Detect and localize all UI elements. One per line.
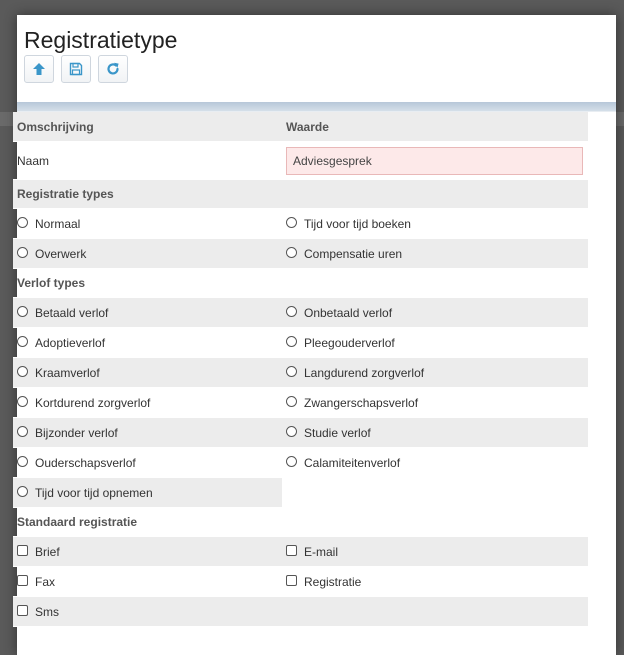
radio-option-pleegouderverlof[interactable] [286, 336, 395, 350]
naam-cell [282, 142, 588, 179]
option-row [13, 209, 588, 239]
option-label: Tijd voor tijd opnemen [35, 485, 153, 500]
option-row [13, 478, 588, 508]
option-label: Kraamverlof [35, 365, 100, 380]
radio-button[interactable] [17, 426, 28, 437]
option-label: Normaal [35, 216, 81, 231]
checkbox[interactable] [17, 545, 28, 556]
radio-option-onbetaald-verlof[interactable] [286, 306, 392, 320]
section-standaard-registratie: Standaard registratie [13, 508, 588, 537]
column-header-omschrijving: Omschrijving [17, 119, 94, 134]
radio-button[interactable] [17, 456, 28, 467]
naam-label: Naam [17, 153, 50, 168]
option-label: Overwerk [35, 246, 87, 261]
option-row [13, 597, 588, 627]
option-label: Fax [35, 574, 56, 589]
checkbox[interactable] [286, 545, 297, 556]
option-row [13, 537, 588, 567]
checkbox[interactable] [286, 575, 297, 586]
section-verlof-types: Verlof types [13, 269, 588, 298]
option-label: E-mail [304, 544, 339, 559]
option-label: Ouderschapsverlof [35, 455, 136, 470]
option-label: Bijzonder verlof [35, 425, 118, 440]
refresh-icon [105, 61, 121, 77]
radio-button[interactable] [17, 247, 28, 258]
option-row [13, 358, 588, 388]
option-label: Adoptieverlof [35, 335, 106, 350]
save-icon [68, 61, 84, 77]
option-label: Kortdurend zorgverlof [35, 395, 151, 410]
radio-button[interactable] [286, 217, 297, 228]
radio-button[interactable] [286, 306, 297, 317]
radio-button[interactable] [17, 366, 28, 377]
radio-option-ouderschapsverlof[interactable] [17, 456, 136, 470]
option-label: Zwangerschapsverlof [304, 395, 419, 410]
save-button[interactable] [61, 55, 91, 83]
naam-input[interactable] [286, 147, 583, 175]
radio-button[interactable] [286, 247, 297, 258]
table-header-row [13, 112, 588, 142]
option-label: Calamiteitenverlof [304, 455, 401, 470]
radio-button[interactable] [286, 396, 297, 407]
radio-option-zwangerschapsverlof[interactable] [286, 396, 418, 410]
option-label: Betaald verlof [35, 305, 109, 320]
option-label: Tijd voor tijd boeken [304, 216, 411, 231]
radio-button[interactable] [17, 336, 28, 347]
radio-option-kortdurend-zorgverlof[interactable] [17, 396, 150, 410]
radio-option-overwerk[interactable] [17, 247, 86, 261]
option-label: Compensatie uren [304, 246, 403, 261]
section-registratie-types: Registratie types [13, 180, 588, 209]
radio-option-normaal[interactable] [17, 217, 80, 231]
option-label: Studie verlof [304, 425, 371, 440]
checkbox-option-fax[interactable] [17, 575, 55, 589]
option-label: Pleegouderverlof [304, 335, 395, 350]
radio-option-kraamverlof[interactable] [17, 366, 100, 380]
radio-button[interactable] [17, 396, 28, 407]
option-row [13, 567, 588, 597]
radio-option-langdurend-zorgverlof[interactable] [286, 366, 424, 380]
radio-button[interactable] [17, 306, 28, 317]
radio-option-calamiteitenverlof[interactable] [286, 456, 400, 470]
option-label: Onbetaald verlof [304, 305, 393, 320]
radio-button[interactable] [17, 486, 28, 497]
radio-button[interactable] [17, 217, 28, 228]
dialog-header [17, 15, 616, 102]
radio-button[interactable] [286, 456, 297, 467]
radio-option-adoptieverlof[interactable] [17, 336, 105, 350]
checkbox[interactable] [17, 575, 28, 586]
option-label: Registratie [304, 574, 362, 589]
radio-option-bijzonder-verlof[interactable] [17, 426, 118, 440]
option-row [13, 298, 588, 328]
radio-button[interactable] [286, 336, 297, 347]
arrow-up-icon [31, 61, 47, 77]
empty-cell [282, 597, 588, 626]
checkbox-option-e-mail[interactable] [286, 545, 338, 559]
column-header-waarde: Waarde [286, 119, 329, 134]
empty-cell [282, 478, 588, 507]
option-row [13, 448, 588, 478]
option-row [13, 239, 588, 269]
naam-row [13, 142, 588, 180]
toolbar [24, 55, 128, 83]
header-divider-bar [17, 102, 616, 112]
radio-option-tijd-voor-tijd-opnemen[interactable] [17, 486, 153, 500]
option-label: Brief [35, 544, 60, 559]
checkbox[interactable] [17, 605, 28, 616]
checkbox-option-brief[interactable] [17, 545, 60, 559]
properties-table [13, 112, 588, 627]
checkbox-option-registratie[interactable] [286, 575, 361, 589]
option-label: Langdurend zorgverlof [304, 365, 425, 380]
option-row [13, 418, 588, 448]
option-label: Sms [35, 604, 59, 619]
radio-option-compensatie-uren[interactable] [286, 247, 402, 261]
radio-option-betaald-verlof[interactable] [17, 306, 108, 320]
refresh-button[interactable] [98, 55, 128, 83]
option-row [13, 388, 588, 418]
radio-button[interactable] [286, 426, 297, 437]
checkbox-option-sms[interactable] [17, 605, 59, 619]
option-row [13, 328, 588, 358]
dialog-title: Registratietype [24, 27, 178, 53]
radio-option-tijd-voor-tijd-boeken[interactable] [286, 217, 411, 231]
radio-button[interactable] [286, 366, 297, 377]
radio-option-studie-verlof[interactable] [286, 426, 371, 440]
move-up-button[interactable] [24, 55, 54, 83]
